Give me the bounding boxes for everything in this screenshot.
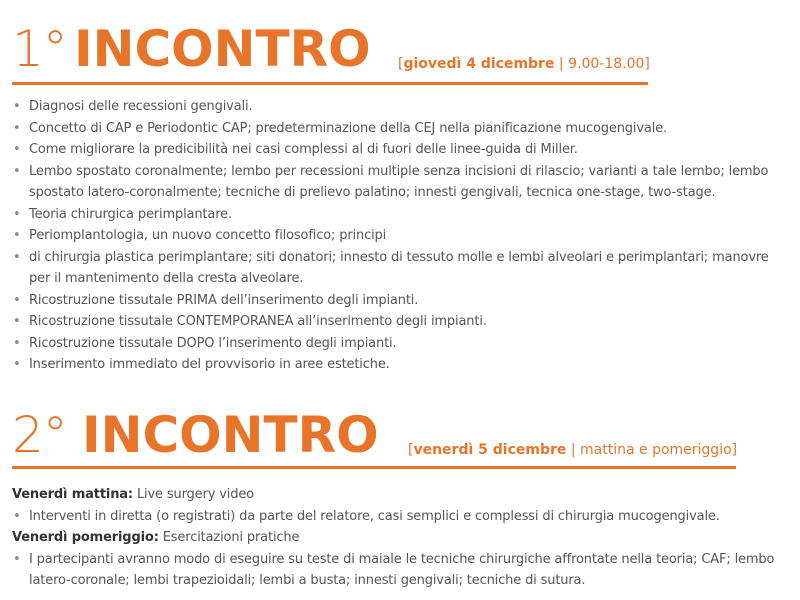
incontro-2-content	[12, 484, 784, 592]
list-item: • Periomplantologia, un nuovo concetto filosofico; principi	[12, 225, 784, 247]
list-item: • Come migliorare la predicibilità nei casi complessi al di fuori delle linee-guida di Miller.	[12, 139, 784, 161]
list-item: • Ricostruzione tissutale CONTEMPORANEA all’inserimento degli impianti.	[12, 311, 784, 333]
list-item: • Teoria chirurgica perimplantare.	[12, 204, 784, 226]
incontro-1-date-info: [giovedì 4 dicembre | 9.00-18.00]	[398, 56, 650, 72]
morning-list	[12, 506, 784, 528]
list-item: • Ricostruzione tissutale PRIMA dell’inserimento degli impianti.	[12, 290, 784, 312]
afternoon-list	[12, 549, 784, 592]
afternoon-heading: Venerdì pomeriggio: Esercitazioni pratiche	[12, 530, 300, 545]
incontro-2-number: 2°	[12, 406, 67, 464]
incontro-1-section	[12, 20, 792, 376]
incontro-1-number: 1°	[12, 20, 67, 78]
morning-heading: Venerdì mattina: Live surgery video	[12, 487, 254, 502]
incontro-2-section	[12, 406, 792, 592]
incontro-2-time: mattina e pomeriggio	[580, 442, 732, 458]
incontro-1-title: INCONTRO	[74, 20, 371, 78]
list-item: • Inserimento immediato del provvisorio in aree estetiche.	[12, 354, 784, 376]
list-item: • Interventi in diretta (o registrati) da parte del relatore, casi semplici e complessi di chirurgia mucogengivale.	[12, 506, 784, 528]
incontro-2-header	[12, 406, 792, 468]
list-item: • Concetto di CAP e Periodontic CAP; predeterminazione della CEJ nella pianificazione mucogengivale.	[12, 118, 784, 140]
list-item: • di chirurgia plastica perimplantare; siti donatori; innesto di tessuto molle e lembi alveolari e perimplantari; manovre per il mantenimento della cresta alveolare.	[12, 247, 784, 290]
list-item: • I partecipanti avranno modo di eseguire su teste di maiale le tecniche chirurgiche affrontate nella teoria; CAF; lembo latero-coronale; lembi trapezioidali; lembi a busta; innesti gengivali; tecniche di sutura.	[12, 549, 784, 592]
incontro-1-time: 9.00-18.00	[568, 56, 645, 72]
incontro-2-underline	[12, 466, 736, 469]
list-item: • Diagnosi delle recessioni gengivali.	[12, 96, 784, 118]
incontro-1-header	[12, 20, 792, 82]
list-item: • Ricostruzione tissutale DOPO l’inserimento degli impianti.	[12, 333, 784, 355]
incontro-2-title: INCONTRO	[82, 406, 379, 464]
list-item: • Lembo spostato coronalmente; lembo per recessioni multiple senza incisioni di rilascio; varianti a tale lembo; lembo spostato latero-coronalmente; tecniche di prelievo palatino; innesti gengivali, tecnica one-stage, two-stage.	[12, 161, 784, 204]
incontro-2-date-info: [venerdì 5 dicembre | mattina e pomeriggio]	[408, 442, 738, 458]
incontro-1-topic-list	[12, 96, 784, 376]
incontro-2-day: venerdì 5 dicembre	[413, 442, 567, 458]
incontro-1-day: giovedì 4 dicembre	[403, 56, 555, 72]
incontro-1-underline	[12, 82, 648, 85]
